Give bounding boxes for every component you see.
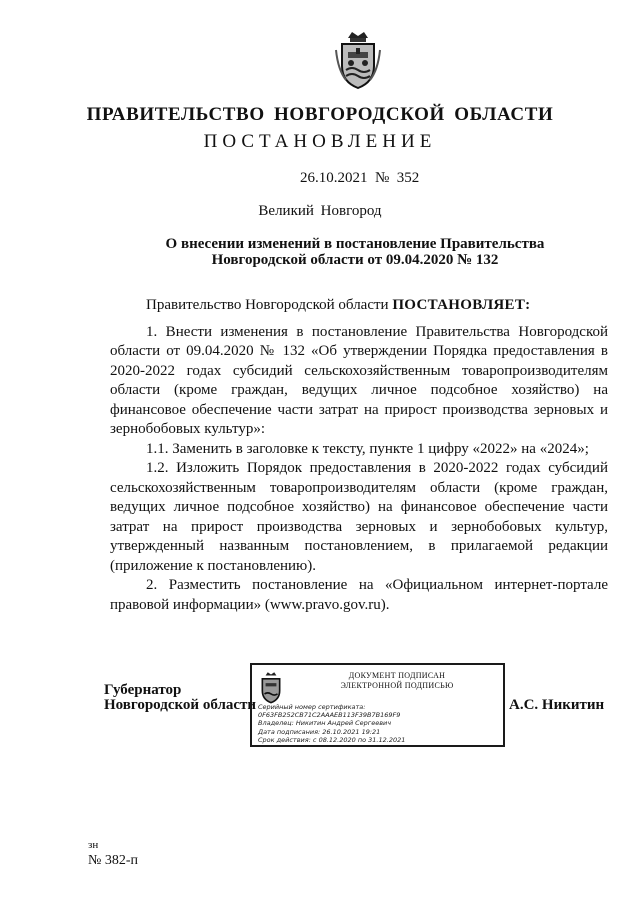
government-title: ПРАВИТЕЛЬСТВО НОВГОРОДСКОЙ ОБЛАСТИ <box>86 104 554 125</box>
preamble-text: Правительство Новгородской области <box>146 297 393 313</box>
electronic-signature-stamp <box>250 663 505 747</box>
signer-position-line-1: Губернатор <box>104 682 182 698</box>
date-and-number: 26.10.2021 № 352 <box>300 170 420 186</box>
executor-initials: зн <box>88 839 99 851</box>
preamble <box>110 296 608 316</box>
paragraph-1: 1. Внести изменения в постановление Правительства Новгородской области от 09.04.2020 № 132 «Об утверждении Порядка предоставления в 2020-2022 годах субсидий сельскохозяйственным товаропроизводителям области (кроме граждан, ведущих личное подсобное хозяйство) на финансовое обеспечение части затрат на прирост производства зерновых и зернобобовых культур»: <box>110 323 608 437</box>
stamp-validity: Срок действия: с 08.12.2020 по 31.12.2021 <box>258 735 406 744</box>
paragraph-2: 2. Разместить постановление на «Официальном интернет-портале правовой информации» (www.pravo.gov.ru). <box>110 577 608 613</box>
subject-line-1: О внесении изменений в постановление Правительства <box>165 236 545 252</box>
novgorod-coat-of-arms-icon <box>334 30 382 92</box>
document-body <box>110 296 608 615</box>
preamble-resolves: ПОСТАНОВЛЯЕТ: <box>392 297 531 313</box>
paragraph-1-2: 1.2. Изложить Порядок предоставления в 2020-2022 годах субсидий сельскохозяйственным товаропроизводителям области (кроме граждан, ведущих личное подсобное хозяйство) на финансовое обеспечение части затрат на прирост производства зерновых и зернобобовых культур, утвержденный названным постановлением, в прилагаемой редакции (приложение к постановлению). <box>110 460 608 574</box>
stamp-details <box>258 703 405 744</box>
paragraph-1-1: 1.1. Заменить в заголовке к тексту, пункте 1 цифру «2022» на «2024»; <box>146 440 589 457</box>
signer-position <box>104 683 256 713</box>
stamp-title-line-1: ДОКУМЕНТ ПОДПИСАН <box>348 671 446 680</box>
registration-number: № 382-п <box>88 853 139 868</box>
stamp-title <box>292 671 502 691</box>
stamp-cert-number: 0F63FB252CB71C2AAAEB113F39B7B169F9 <box>258 711 401 720</box>
footer <box>88 838 138 868</box>
signer-name: А.С. Никитин <box>509 697 605 713</box>
document-subject <box>110 236 600 268</box>
stamp-signed-date: Дата подписания: 26.10.2021 19:21 <box>258 727 381 736</box>
city: Великий Новгород <box>258 203 382 219</box>
stamp-title-line-2: ЭЛЕКТРОННОЙ ПОДПИСЬЮ <box>340 681 454 690</box>
stamp-owner: Владелец: Никитин Андрей Сергеевич <box>258 719 392 728</box>
document-type: ПОСТАНОВЛЕНИЕ <box>203 131 437 152</box>
stamp-cert-label: Серийный номер сертификата: <box>258 703 366 711</box>
subject-line-2: Новгородской области от 09.04.2020 № 132 <box>211 252 499 268</box>
signer-position-line-2: Новгородской области <box>104 697 257 713</box>
novgorod-coat-of-arms-icon <box>258 671 284 705</box>
